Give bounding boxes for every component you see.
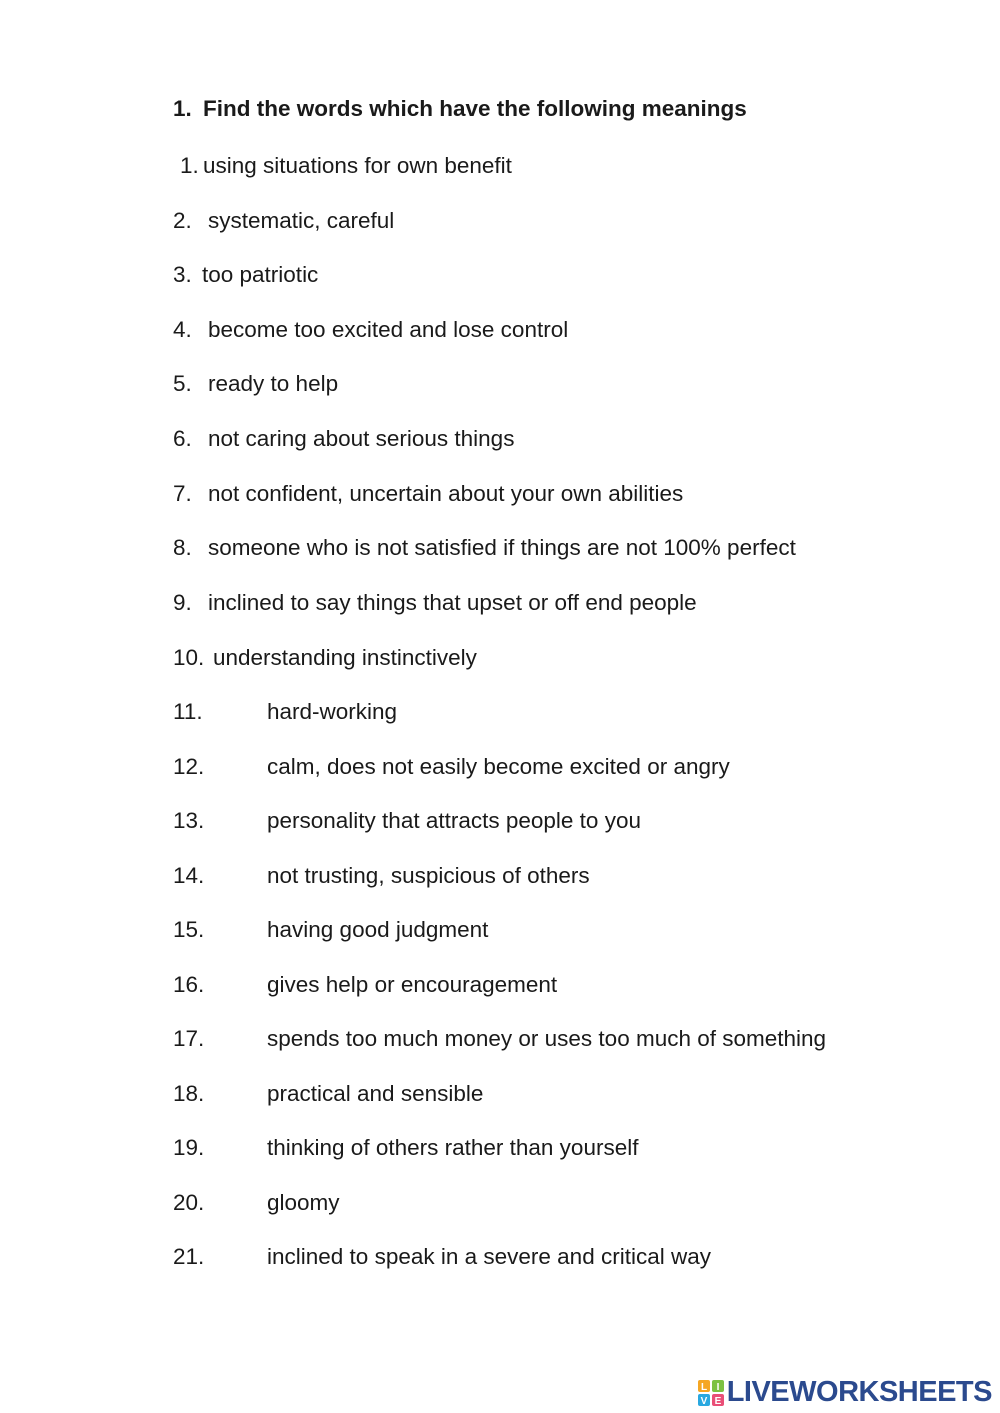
svg-text:I: I <box>716 1381 720 1393</box>
item-text: gives help or encouragement <box>267 972 558 997</box>
item-text: inclined to speak in a severe and critical way <box>267 1244 711 1269</box>
list-item <box>173 533 796 563</box>
list-item <box>173 369 338 399</box>
item-text: not confident, uncertain about your own abilities <box>208 481 684 506</box>
list-item <box>173 479 683 509</box>
item-text: not trusting, suspicious of others <box>267 863 590 888</box>
item-number: 11. <box>173 699 203 724</box>
list-item <box>173 697 397 727</box>
item-number: 8. <box>173 535 192 560</box>
list-item <box>173 1242 711 1272</box>
item-number: 13. <box>173 808 205 833</box>
list-item <box>173 424 514 454</box>
item-text: thinking of others rather than yourself <box>267 1135 639 1160</box>
list-item <box>173 915 488 945</box>
item-number: 15. <box>173 917 205 942</box>
exercise-heading <box>173 96 747 122</box>
item-number: 6. <box>173 426 192 451</box>
item-number: 18. <box>173 1081 205 1106</box>
list-item <box>173 1079 483 1109</box>
item-number: 20. <box>173 1190 205 1215</box>
item-text: gloomy <box>267 1190 340 1215</box>
heading-number: 1. <box>173 96 192 121</box>
list-item <box>173 588 697 618</box>
item-text: too patriotic <box>202 262 319 287</box>
liveworksheets-logo-icon <box>698 1380 724 1406</box>
item-number: 21. <box>173 1244 205 1269</box>
list-item <box>173 1133 638 1163</box>
item-text: using situations for own benefit <box>203 153 512 178</box>
list-item <box>173 806 641 836</box>
item-number: 3. <box>173 262 192 287</box>
heading-text: Find the words which have the following meanings <box>203 96 747 121</box>
list-item <box>173 151 512 181</box>
list-item <box>173 1024 826 1054</box>
item-text: not caring about serious things <box>208 426 515 451</box>
item-number: 9. <box>173 590 192 615</box>
item-text: having good judgment <box>267 917 489 942</box>
item-text: someone who is not satisfied if things are not 100% perfect <box>208 535 796 560</box>
item-text: practical and sensible <box>267 1081 484 1106</box>
item-text: personality that attracts people to you <box>267 808 641 833</box>
list-item <box>173 752 730 782</box>
list-item <box>173 970 557 1000</box>
item-number: 10. <box>173 645 205 670</box>
item-number: 17. <box>173 1026 205 1051</box>
item-number: 2. <box>173 208 192 233</box>
list-item <box>173 260 318 290</box>
item-text: calm, does not easily become excited or angry <box>267 754 730 779</box>
item-text: inclined to say things that upset or off end people <box>208 590 697 615</box>
item-number: 16. <box>173 972 205 997</box>
list-item <box>173 315 568 345</box>
list-item <box>173 643 477 673</box>
item-number: 19. <box>173 1135 205 1160</box>
list-item <box>173 206 394 236</box>
item-number: 14. <box>173 863 205 888</box>
liveworksheets-logo[interactable] <box>698 1376 992 1409</box>
item-number: 7. <box>173 481 192 506</box>
list-item <box>173 861 590 891</box>
item-text: ready to help <box>208 371 339 396</box>
svg-text:E: E <box>714 1395 722 1406</box>
item-text: hard-working <box>267 699 398 724</box>
item-text: spends too much money or uses too much of something <box>267 1026 827 1051</box>
item-number: 5. <box>173 371 192 396</box>
item-number: 1. <box>180 153 199 178</box>
item-number: 4. <box>173 317 192 342</box>
brand-name: LIVEWORKSHEETS <box>726 1376 992 1408</box>
svg-text:L: L <box>700 1381 707 1393</box>
svg-text:V: V <box>700 1395 708 1406</box>
item-number: 12. <box>173 754 205 779</box>
list-item <box>173 1188 340 1218</box>
item-text: understanding instinctively <box>213 645 477 670</box>
item-text: become too excited and lose control <box>208 317 569 342</box>
item-text: systematic, careful <box>208 208 395 233</box>
